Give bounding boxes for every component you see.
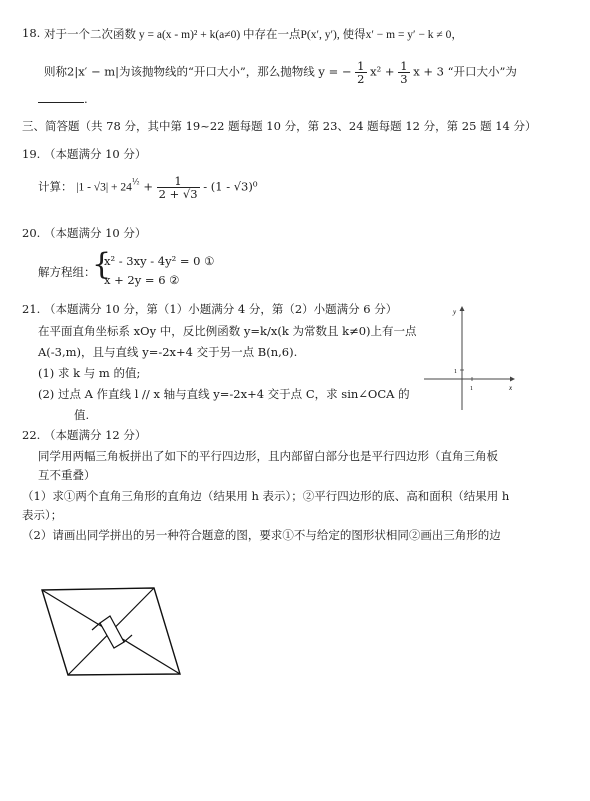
- q20-header: 20. （本题满分 10 分）: [22, 226, 147, 240]
- q22-line3: （1）求①两个直角三角形的直角边（结果用 h 表示）；②平行四边形的底、高和面积（结果用 h: [22, 489, 510, 503]
- q21-sub1: (1) 求 k 与 m 的值;: [38, 366, 141, 380]
- q21-sub2: (2) 过点 A 作直线 l // x 轴与直线 y=-2x+4 交于点 C，求 sin∠OCA 的: [38, 387, 410, 401]
- q22-parallelogram-figure: [34, 580, 194, 680]
- q22-line2: 互不重叠）: [38, 468, 96, 482]
- q22-header: 22. （本题满分 12 分）: [22, 428, 147, 442]
- q18-number: 18.: [22, 26, 41, 40]
- q19-expr-part2: - (1 - √3)⁰: [203, 179, 258, 194]
- section3-heading: 三、简答题（共 78 分，其中第 19~22 题每题 10 分，第 23、24 题每题 12 分，第 25 题 14 分）: [22, 119, 537, 133]
- q19-compute-label: 计算：: [38, 179, 73, 194]
- q18-line2-mid: x² +: [370, 64, 395, 79]
- q21-tick-1x-label: 1: [470, 386, 473, 392]
- q18-line2: [44, 60, 517, 85]
- q21-axes-figure: [420, 302, 520, 414]
- q19-plus: +: [143, 179, 153, 194]
- q18-line2-prefix: 则称2|x′ − m|为该抛物线的“开口大小”，那么抛物线 y = −: [44, 64, 352, 79]
- q21-y-axis-arrow: [460, 306, 465, 311]
- q21-sub2b: 值.: [74, 408, 90, 422]
- q18-answer-blank: [38, 92, 84, 103]
- inner-edge-b: [124, 635, 132, 642]
- q20-eq2: x + 2y = 6 ②: [104, 273, 180, 287]
- q19-expression: [38, 175, 257, 200]
- q18-frac1: [355, 60, 366, 85]
- q18-frac1-den: 2: [357, 72, 365, 86]
- q18-frac2-den: 3: [400, 72, 408, 86]
- q18-line2-suffix: x + 3 “开口大小”为: [413, 64, 517, 79]
- q21-line1: 在平面直角坐标系 xOy 中，反比例函数 y=k/x(k 为常数且 k≠0)上有一点: [38, 324, 417, 338]
- q20-brace: {: [92, 247, 112, 282]
- q18-line3-end: .: [84, 92, 88, 106]
- q18-frac1-num: 1: [357, 59, 365, 73]
- q21-tick-1y-label: 1: [454, 369, 457, 375]
- q20-eq1: x² - 3xy - 4y² = 0 ①: [104, 254, 215, 268]
- q21-axis-y-label: y: [453, 308, 457, 316]
- inner-edge-a: [92, 623, 100, 630]
- q18-answer-line: [38, 92, 88, 106]
- q21-axis-x-label: x: [509, 384, 513, 392]
- q19-expr-part1: |1 - √3| + 24: [76, 181, 132, 194]
- q20-label: 解方程组：: [38, 265, 96, 279]
- q21-header: 21. （本题满分 10 分，第（1）小题满分 4 分，第（2）小题满分 6 分）: [22, 302, 398, 316]
- q19-frac: [157, 175, 200, 200]
- q19-exponent: ½: [131, 177, 140, 187]
- q21-x-axis-arrow: [510, 377, 515, 382]
- q18-line1: 对于一个二次函数 y = a(x - m)² + k(a≠0) 中存在一点P(x′, y′), 使得x′ − m = y′ − k ≠ 0，: [44, 29, 463, 41]
- q19-header: 19. （本题满分 10 分）: [22, 147, 147, 161]
- inner-parallelogram: [100, 616, 124, 648]
- q18-frac2: [398, 60, 409, 85]
- q22-line4: 表示）；: [22, 508, 63, 522]
- q19-frac-den: 2 + √3: [158, 187, 198, 201]
- q18-frac2-num: 1: [400, 59, 408, 73]
- q19-frac-num: 1: [157, 175, 200, 188]
- q21-line2: A(-3,m)，且与直线 y=-2x+4 交于另一点 B(n,6).: [38, 345, 298, 359]
- q22-line1: 同学用两幅三角板拼出了如下的平行四边形，且内部留白部分也是平行四边形（直角三角板: [38, 449, 498, 463]
- q22-line5: （2）请画出同学拼出的另一种符合题意的图，要求①不与给定的图形状相同②画出三角形的边: [22, 528, 501, 542]
